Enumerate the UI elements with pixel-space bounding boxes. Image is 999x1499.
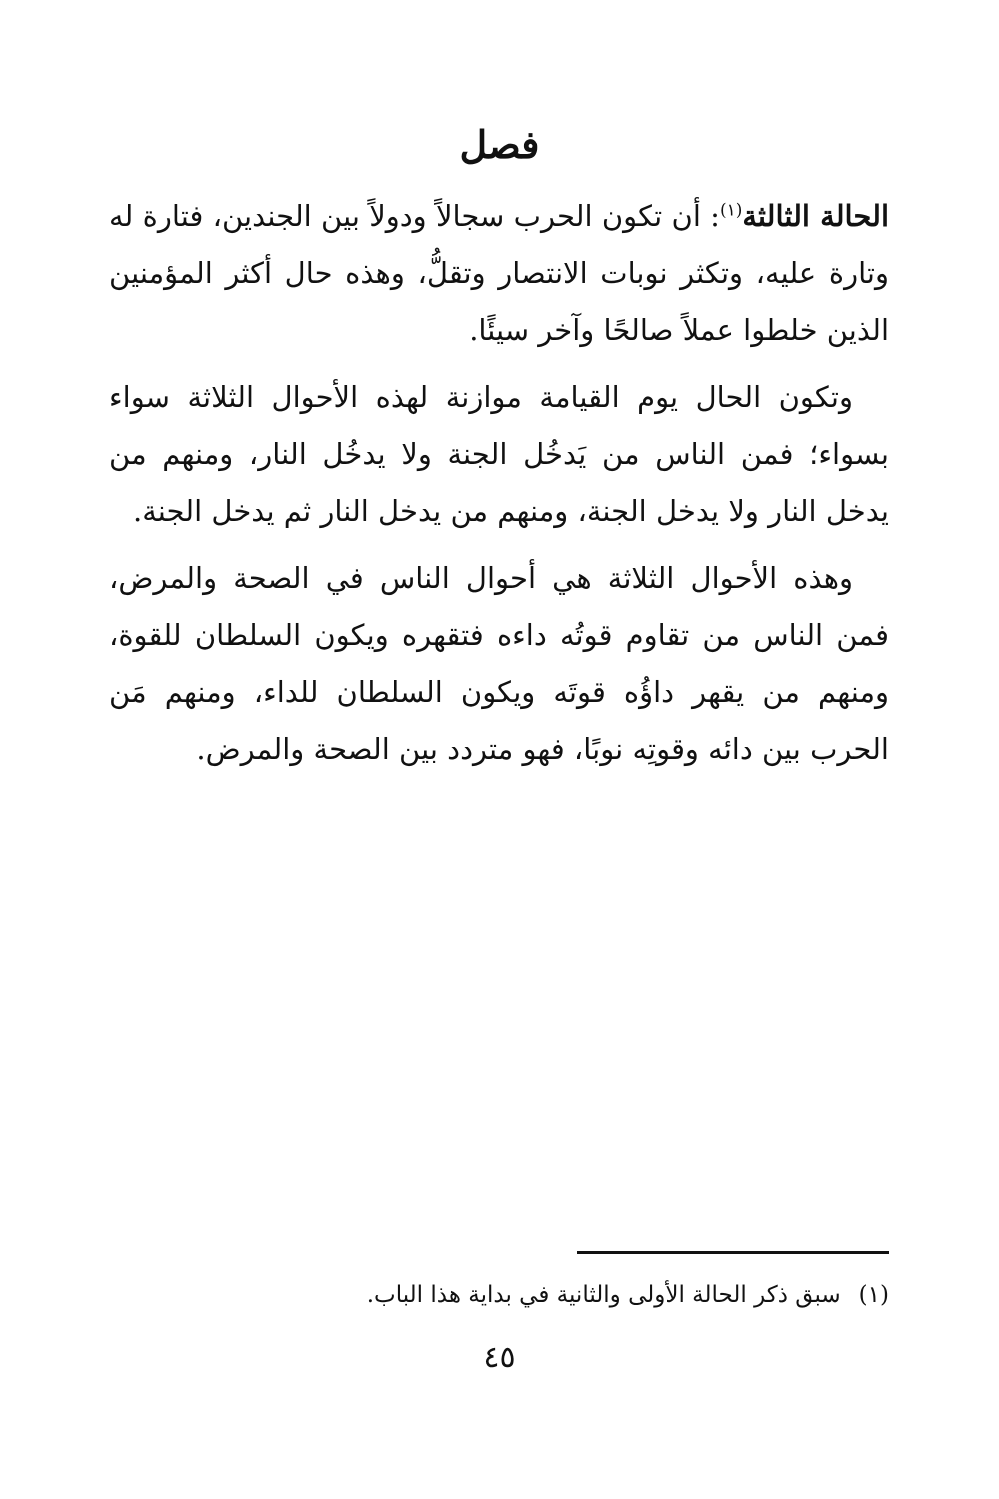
footnote [109, 1277, 889, 1313]
footnote-text: سبق ذكر الحالة الأولى والثانية في بداية هذا الباب. [366, 1282, 841, 1308]
footnote-number: (١) [858, 1282, 889, 1308]
footnote-reference: (١) [719, 200, 743, 221]
footnote-separator [577, 1251, 889, 1254]
paragraph-1 [109, 188, 889, 359]
paragraph-2: وتكون الحال يوم القيامة موازنة لهذه الأحوال الثلاثة سواء بسواء؛ فمن الناس من يَدخُل الجنة ولا يدخُل النار، ومنهم من يدخل النار ولا يدخل الجنة، ومنهم من يدخل النار ثم يدخل الجنة. [109, 380, 889, 528]
paragraph-3: وهذه الأحوال الثلاثة هي أحوال الناس في الصحة والمرض، فمن الناس من تقاوم قوتُه داءه فتقهره ويكون السلطان للقوة، ومنهم من يقهر داؤُه قوتَه ويكون السلطان للداء، ومنهم مَن الحرب بين دائه وقوتِه نوبًا، فهو متردد بين الصحة والمرض. [109, 561, 889, 766]
paragraph-1-text: : أن تكون الحرب سجالاً ودولاً بين الجندين، فتارة له وتارة عليه، وتكثر نوبات الانتصار وتقلُّ، وهذه حال أكثر المؤمنين الذين خلطوا عملاً صالحًا وآخر سيئًا. [109, 199, 889, 347]
page-number: ٤٥ [483, 1340, 516, 1375]
term-third-state: الحالة الثالثة [742, 199, 889, 233]
main-text [109, 188, 889, 788]
section-heading: فصل [459, 122, 540, 167]
